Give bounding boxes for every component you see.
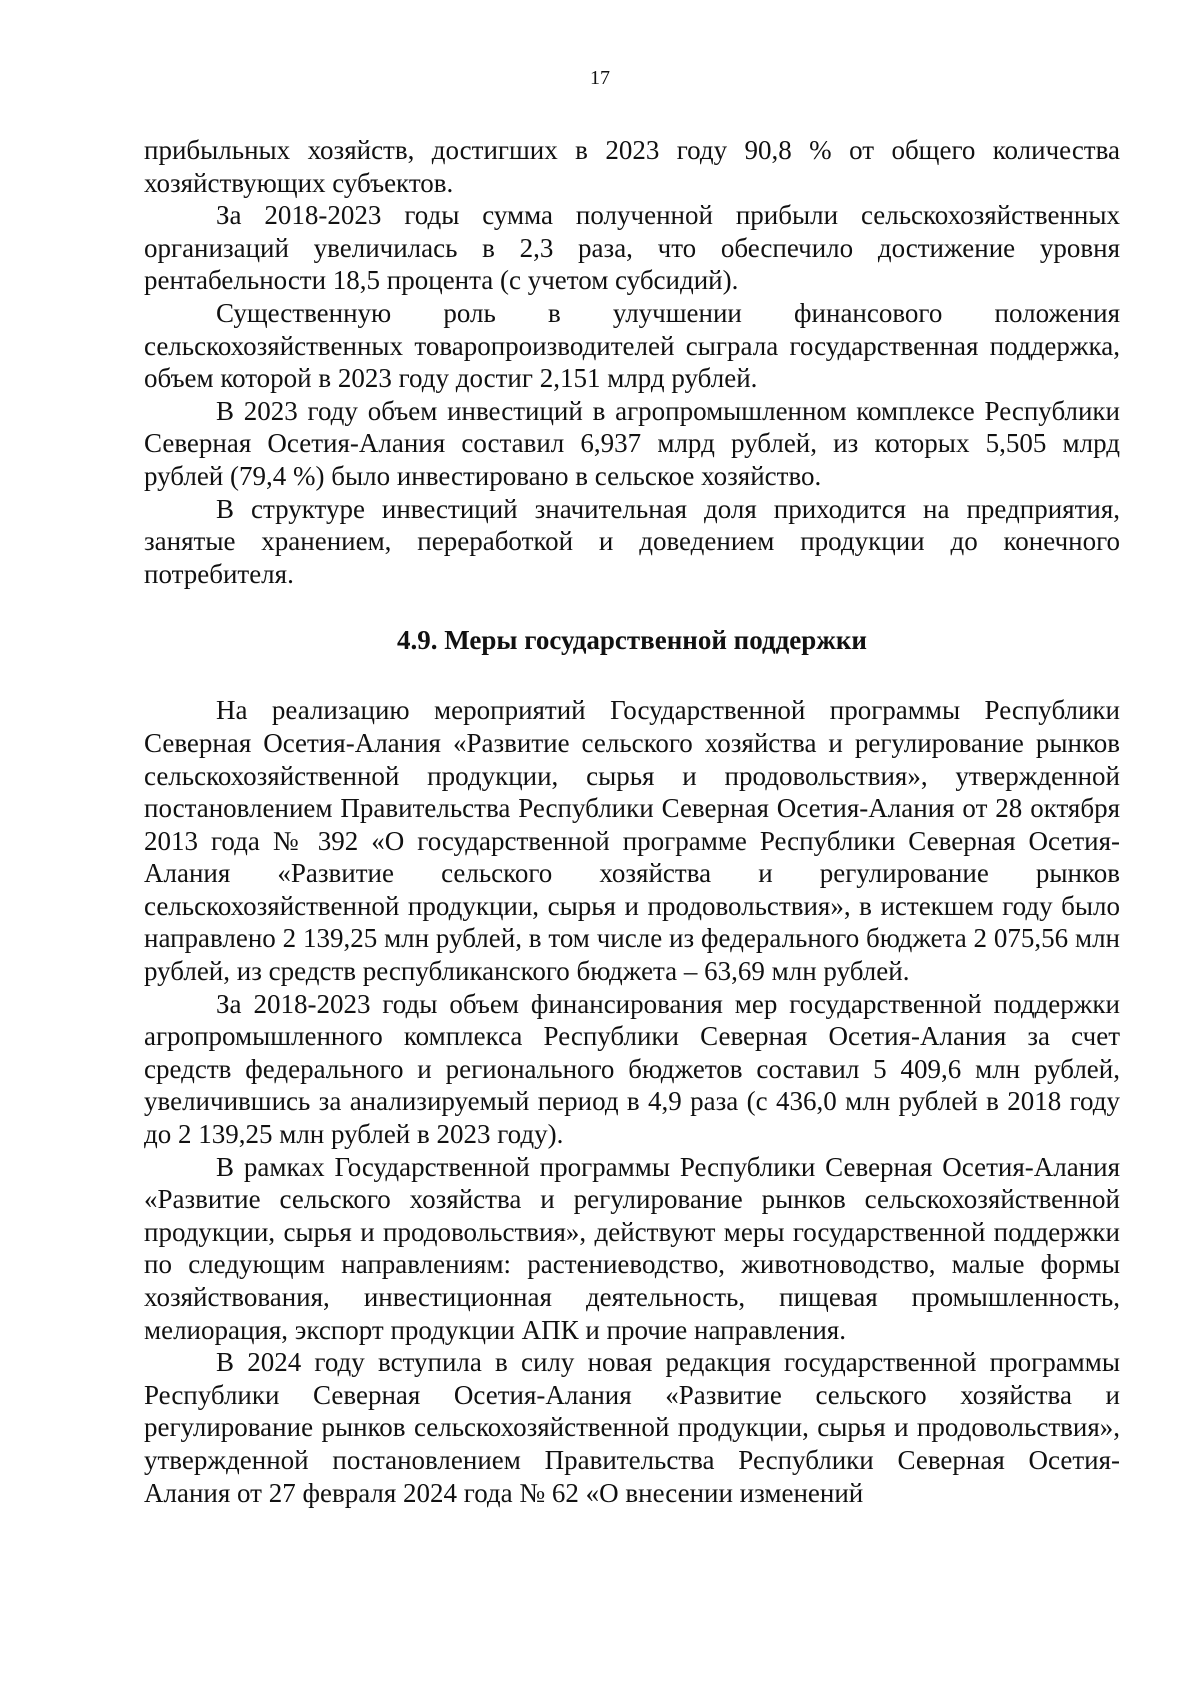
paragraph: Существенную роль в улучшении финансового положения сельскохозяйственных товаропроизводителей сыграла государственная поддержка, объем которой в 2023 году достиг 2,151 млрд рублей.	[144, 297, 1120, 394]
paragraph: В 2024 году вступила в силу новая редакция государственной программы Республики Северная Осетия-Алания «Развитие сельского хозяйства и регулирование рынков сельскохозяйственной продукции, сырья и продовольствия», утвержденной постановлением Правительства Республики Северная Осетия-Алания от 27 февраля 2024 года № 62 «О внесении изменений	[144, 1347, 1120, 1508]
section-heading: 4.9. Меры государственной поддержки	[397, 625, 867, 656]
page-number: 17	[590, 67, 610, 89]
paragraph: За 2018-2023 годы объем финансирования мер государственной поддержки агропромышленного комплекса Республики Северная Осетия-Алания за счет средств федерального и регионального бюджетов составил 5 409,6 млн рублей, увеличившись за анализируемый период в 4,9 раза (с 436,0 млн рублей в 2018 году до 2 139,25 млн рублей в 2023 году).	[144, 988, 1120, 1150]
paragraph: В 2023 году объем инвестиций в агропромышленном комплексе Республики Северная Осетия-Алания составил 6,937 млрд рублей, из которых 5,505 млрд рублей (79,4 %) было инвестировано в сельское хозяйство.	[144, 395, 1120, 491]
paragraph: В структуре инвестиций значительная доля приходится на предприятия, занятые хранением, переработкой и доведением продукции до конечного потребителя.	[144, 493, 1120, 589]
paragraph: На реализацию мероприятий Государственной программы Республики Северная Осетия-Алания «Развитие сельского хозяйства и регулирование рынков сельскохозяйственной продукции, сырья и продовольствия», утвержденной постановлением Правительства Республики Северная Осетия-Алания от 28 октября 2013 года № 392 «О государственной программе Республики Северная Осетия-Алания «Развитие сельского хозяйства и регулирование рынков сельскохозяйственной продукции, сырья и продовольствия», в истекшем году было направлено 2 139,25 млн рублей, в том числе из федерального бюджета 2 075,56 млн рублей, из средств республиканского бюджета – 63,69 млн рублей.	[144, 695, 1120, 987]
paragraph: За 2018-2023 годы сумма полученной прибыли сельскохозяйственных организаций увеличилась в 2,3 раза, что обеспечило достижение уровня рентабельности 18,5 процента (с учетом субсидий).	[144, 200, 1120, 296]
body-text	[144, 134, 1120, 1509]
paragraph: прибыльных хозяйств, достигших в 2023 году 90,8 % от общего количества хозяйствующих субъектов.	[144, 135, 1120, 198]
paragraph: В рамках Государственной программы Республики Северная Осетия-Алания «Развитие сельского хозяйства и регулирование рынков сельскохозяйственной продукции, сырья и продовольствия», действуют меры государственной поддержки по следующим направлениям: растениеводство, животноводство, малые формы хозяйствования, инвестиционная деятельность, пищевая промышленность, мелиорация, экспорт продукции АПК и прочие направления.	[144, 1151, 1120, 1345]
